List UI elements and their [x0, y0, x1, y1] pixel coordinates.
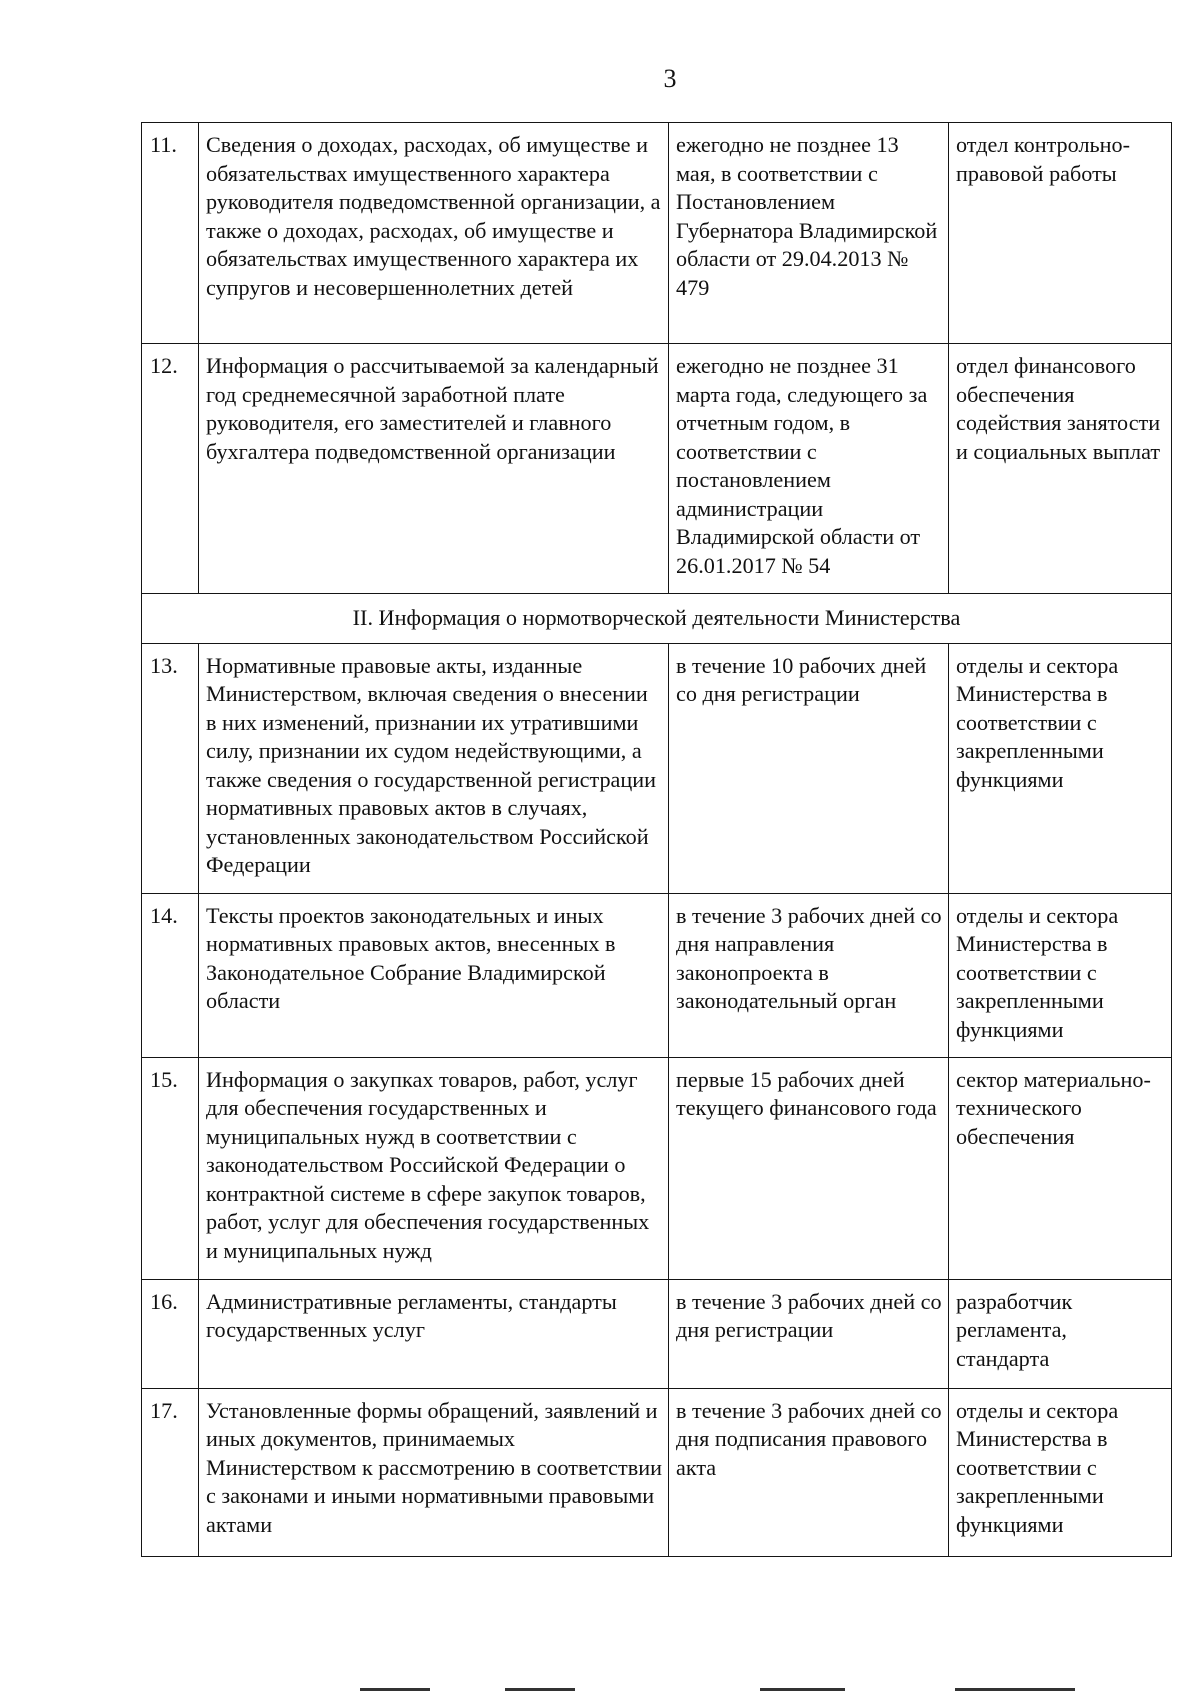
- row-term: в течение 3 рабочих дней со дня подписания правового акта: [669, 1388, 949, 1556]
- table-row: [142, 123, 1172, 344]
- information-table: [141, 122, 1172, 1557]
- table-row: [142, 1279, 1172, 1388]
- row-responsible: сектор материально-технического обеспечения: [949, 1057, 1172, 1279]
- row-number: 14.: [142, 893, 199, 1057]
- row-term: ежегодно не позднее 13 мая, в соответствии с Постановлением Губернатора Владимирской области от 29.04.2013 № 479: [669, 123, 949, 344]
- row-description: Установленные формы обращений, заявлений и иных документов, принимаемых Министерством к рассмотрению в соответствии с законами и иными нормативными правовыми актами: [199, 1388, 669, 1556]
- row-term: ежегодно не позднее 31 марта года, следующего за отчетным годом, в соответствии с постановлением администрации Владимирской области от 26.01.2017 № 54: [669, 344, 949, 594]
- row-description: Сведения о доходах, расходах, об имуществе и обязательствах имущественного характера руководителя подведомственной организации, а также о доходах, расходах, об имуществе и обязательствах имущественного характера их супругов и несовершеннолетних детей: [199, 123, 669, 344]
- row-number: 12.: [142, 344, 199, 594]
- row-responsible: отделы и сектора Министерства в соответствии с закрепленными функциями: [949, 643, 1172, 893]
- table-row: [142, 344, 1172, 594]
- scan-artifact-line: [360, 1688, 430, 1691]
- section-header-row: [142, 594, 1172, 644]
- scan-artifact-line: [760, 1688, 845, 1691]
- row-responsible: отдел контрольно-правовой работы: [949, 123, 1172, 344]
- row-responsible: разработчик регламента, стандарта: [949, 1279, 1172, 1388]
- row-term: первые 15 рабочих дней текущего финансового года: [669, 1057, 949, 1279]
- row-term: в течение 3 рабочих дней со дня регистрации: [669, 1279, 949, 1388]
- row-responsible: отделы и сектора Министерства в соответствии с закрепленными функциями: [949, 1388, 1172, 1556]
- scan-artifact-line: [955, 1688, 1075, 1691]
- scan-artifact-line: [505, 1688, 575, 1691]
- row-description: Административные регламенты, стандарты государственных услуг: [199, 1279, 669, 1388]
- row-responsible: отделы и сектора Министерства в соответствии с закрепленными функциями: [949, 893, 1172, 1057]
- table-row: [142, 1388, 1172, 1556]
- section-title: II. Информация о нормотворческой деятельности Министерства: [142, 594, 1172, 644]
- table-row: [142, 1057, 1172, 1279]
- row-description: Информация о рассчитываемой за календарный год среднемесячной заработной плате руководителя, его заместителей и главного бухгалтера подведомственной организации: [199, 344, 669, 594]
- row-description: Информация о закупках товаров, работ, услуг для обеспечения государственных и муниципальных нужд в соответствии с законодательством Российской Федерации о контрактной системе в сфере закупок товаров, работ, услуг для обеспечения государственных и муниципальных нужд: [199, 1057, 669, 1279]
- row-number: 13.: [142, 643, 199, 893]
- row-description: Нормативные правовые акты, изданные Министерством, включая сведения о внесении в них изменений, признании их утратившими силу, признании их судом недействующими, а также сведения о государственной регистрации нормативных правовых актов в случаях, установленных законодательством Российской Федерации: [199, 643, 669, 893]
- row-number: 15.: [142, 1057, 199, 1279]
- row-responsible: отдел финансового обеспечения содействия занятости и социальных выплат: [949, 344, 1172, 594]
- row-number: 17.: [142, 1388, 199, 1556]
- row-number: 16.: [142, 1279, 199, 1388]
- page-number: 3: [663, 64, 677, 93]
- row-number: 11.: [142, 123, 199, 344]
- row-description: Тексты проектов законодательных и иных нормативных правовых актов, внесенных в Законодательное Собрание Владимирской области: [199, 893, 669, 1057]
- table-row: [142, 643, 1172, 893]
- row-term: в течение 3 рабочих дней со дня направления законопроекта в законодательный орган: [669, 893, 949, 1057]
- row-term: в течение 10 рабочих дней со дня регистрации: [669, 643, 949, 893]
- table-row: [142, 893, 1172, 1057]
